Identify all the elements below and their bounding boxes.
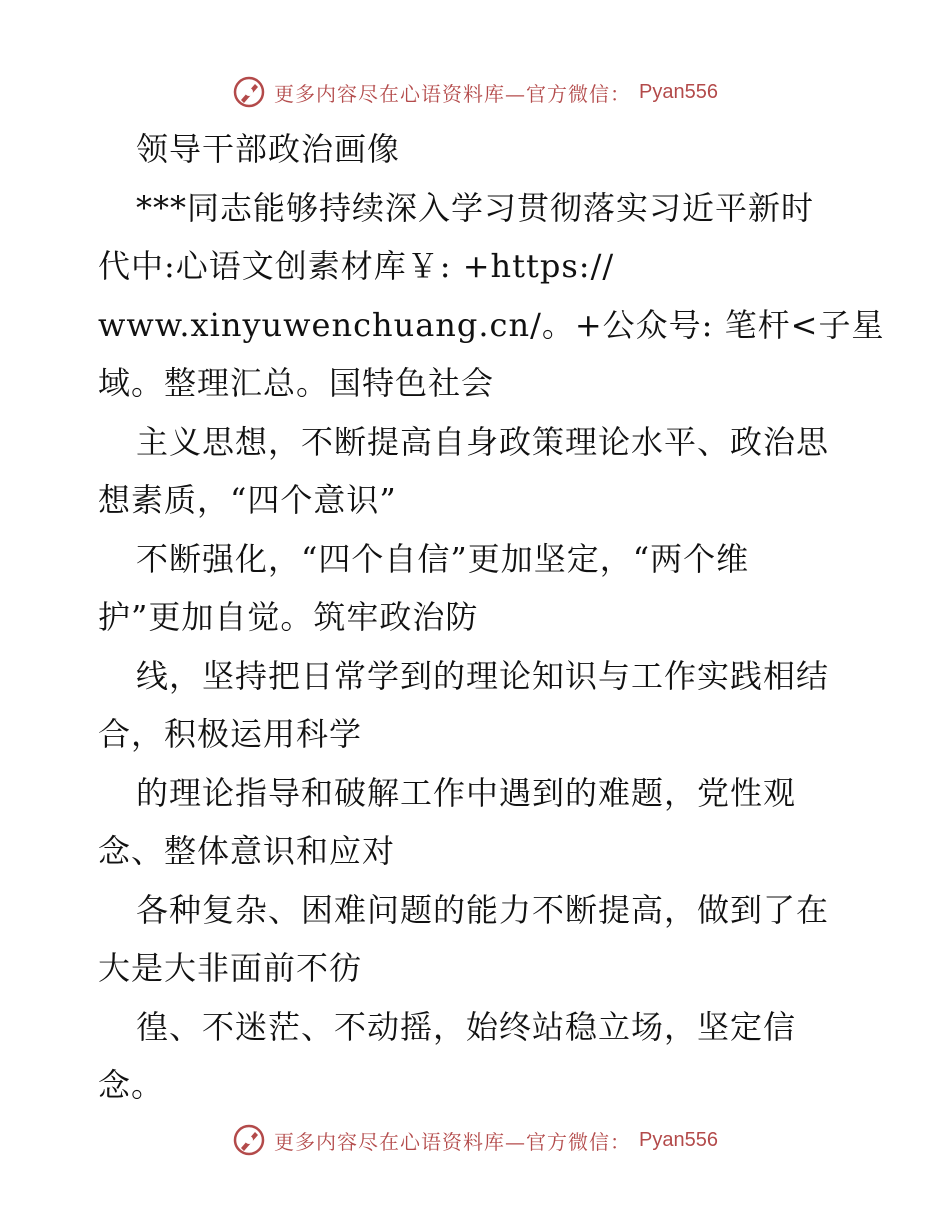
paragraph-line: 的理论指导和破解工作中遇到的难题，党性观 xyxy=(136,773,797,812)
paragraph-line: 徨、不迷茫、不动摇，始终站稳立场，坚定信 xyxy=(136,1007,797,1046)
header-wechat-id: Pyan556 xyxy=(639,80,718,103)
paragraph-line: 各种复杂、困难问题的能力不断提高，做到了在 xyxy=(136,890,830,929)
paragraph-line: 合，积极运用科学 xyxy=(98,715,363,753)
paragraph-line: 念、整体意识和应对 xyxy=(98,832,396,870)
paragraph-line: 念。 xyxy=(98,1066,165,1104)
document-body xyxy=(98,120,885,1115)
paragraph-line: 大是大非面前不彷 xyxy=(98,949,363,987)
paragraph-line: 护”更加自觉。筑牢政治防 xyxy=(98,598,479,636)
document-title: 领导干部政治画像 xyxy=(136,130,401,168)
paragraph-line: 代中:心语文创素材库￥: +https:// xyxy=(98,247,615,285)
paragraph-line: 不断强化，“四个自信”更加坚定，“两个维 xyxy=(136,539,750,578)
paragraph-line: 想素质，“四个意识” xyxy=(98,481,397,519)
pen-logo-icon xyxy=(232,1123,266,1157)
paragraph-line: www.xinyuwenchuang.cn/。+公众号: 笔杆<子星 xyxy=(98,305,885,344)
pen-logo-icon xyxy=(232,75,266,109)
header-banner xyxy=(0,70,950,114)
header-text: 更多内容尽在心语资料库—官方微信： xyxy=(274,81,632,106)
paragraph-line: 线，坚持把日常学到的理论知识与工作实践相结 xyxy=(136,656,830,695)
paragraph-line: ***同志能够持续深入学习贯彻落实习近平新时 xyxy=(136,188,815,227)
footer-banner xyxy=(0,1118,950,1162)
footer-wechat-id: Pyan556 xyxy=(639,1128,718,1151)
paragraph-line: 主义思想，不断提高自身政策理论水平、政治思 xyxy=(136,422,830,461)
paragraph-line: 域。整理汇总。国特色社会 xyxy=(98,364,495,402)
footer-text: 更多内容尽在心语资料库—官方微信： xyxy=(274,1129,632,1154)
